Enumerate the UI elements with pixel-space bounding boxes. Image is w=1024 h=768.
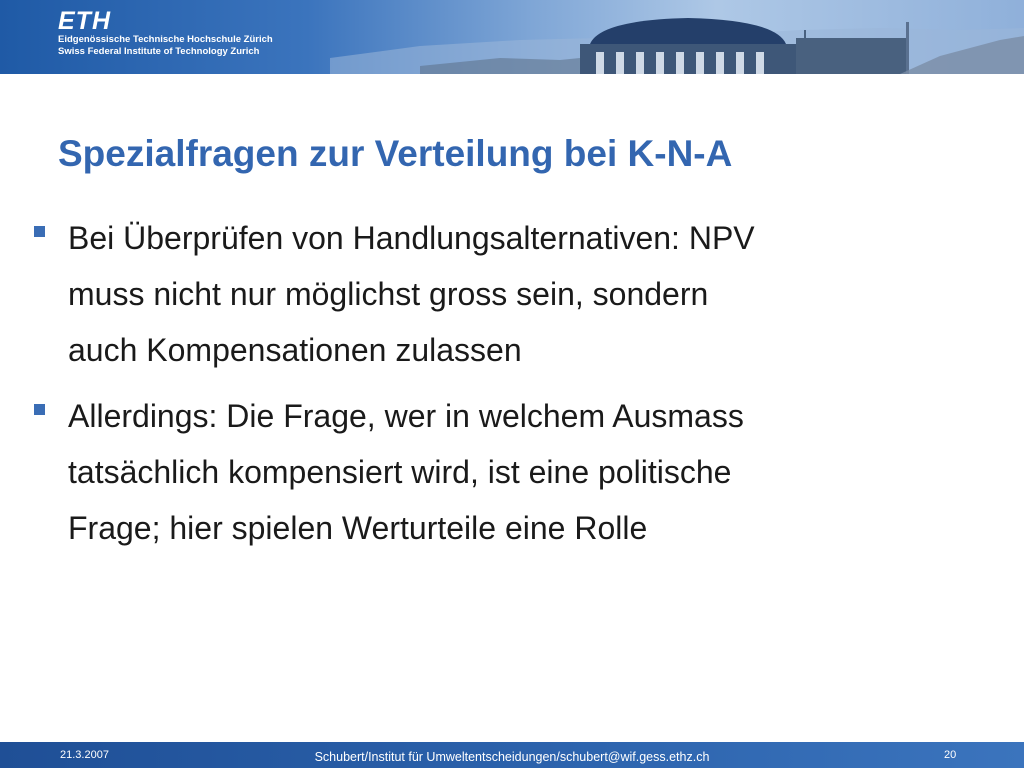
- page-number: 20: [944, 749, 957, 761]
- logo-line-german: Eidgenössische Technische Hochschule Zürich: [58, 34, 273, 45]
- logo-line-english: Swiss Federal Institute of Technology Zurich: [58, 46, 260, 57]
- logo-mark: ETH: [58, 7, 111, 35]
- slide-title: Spezialfragen zur Verteilung bei K-N-A: [58, 133, 733, 174]
- bullet-item: [30, 210, 970, 378]
- footer-bar: [0, 742, 1024, 768]
- bullet-line: muss nicht nur möglichst gross sein, sondern: [68, 276, 709, 312]
- bullet-line: tatsächlich kompensiert wird, ist eine politische: [68, 454, 732, 490]
- bullet-text: [68, 210, 970, 378]
- bullet-line: Bei Überprüfen von Handlungsalternativen: NPV: [68, 220, 755, 256]
- bullet-line: Frage; hier spielen Werturteile eine Rolle: [68, 510, 648, 546]
- bullet-list: [30, 210, 970, 566]
- square-bullet-icon: [34, 404, 45, 415]
- footer-date: 21.3.2007: [60, 749, 109, 761]
- header-banner: [0, 0, 1024, 74]
- bullet-item: [30, 388, 970, 556]
- bullet-text: [68, 388, 970, 556]
- square-bullet-icon: [34, 226, 45, 237]
- footer-author: Schubert/Institut für Umweltentscheidungen/schubert@wif.gess.ethz.ch: [314, 750, 710, 764]
- eth-logo: [58, 8, 273, 58]
- bullet-line: Allerdings: Die Frage, wer in welchem Ausmass: [68, 398, 744, 434]
- bullet-line: auch Kompensationen zulassen: [68, 332, 522, 368]
